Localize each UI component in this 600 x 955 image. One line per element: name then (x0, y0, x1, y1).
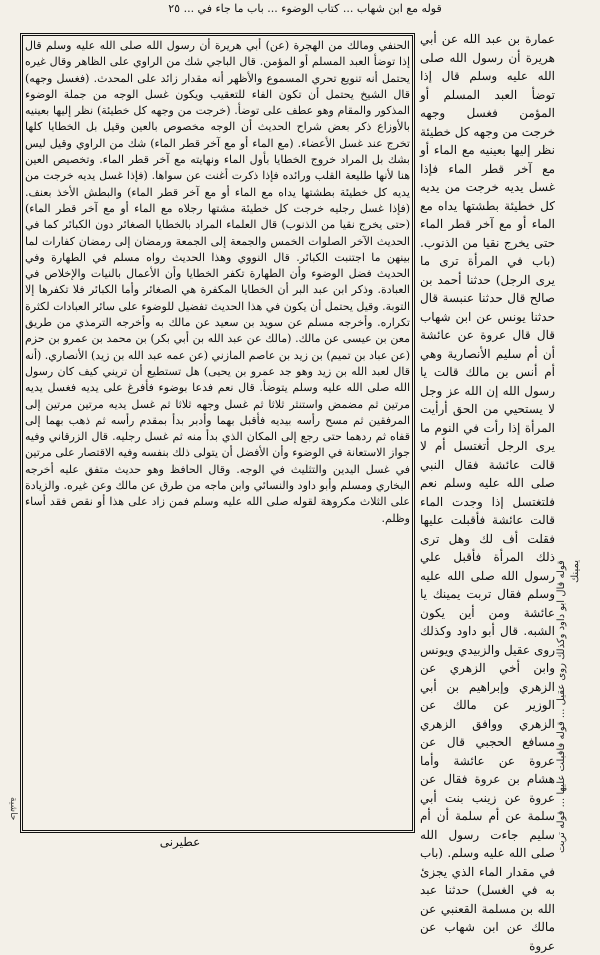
signature-mark: عطيرنى (159, 835, 201, 849)
left-margin-notes: حاشية (8, 796, 18, 820)
page-header: قوله مع ابن شهاب ... كتاب الوضوء ... باب ما جاء في ... ٢٥ (168, 2, 442, 15)
main-text-column: عمارة بن عبد الله عن أبي هريرة أن رسول الله صلى الله عليه وسلم قال إذا توضأ العبد المسلم أو المؤمن فغسل وجهه خرجت من وجهه كل خطيئة نظر إليها بعينيه مع الماء أو مع آخر قطر الماء فإذا غسل يديه خرجت من يديه كل خطيئة بطشتها يداه مع الماء أو مع آخر قطر الماء حتى يخرج نقيا من الذنوب. (باب في المرأة ترى ما يرى الرجل) حدثنا أحمد بن صالح قال حدثنا عنبسة قال حدثنا يونس عن ابن شهاب قال قال عروة عن عائشة أن أم سليم الأنصارية وهي أم أنس بن مالك قالت يا رسول الله إن الله عز وجل لا يستحيي من الحق أرأيت المرأة إذا رأت في النوم ما يرى الرجل أتغتسل أم لا قالت عائشة فقال النبي صلى الله عليه وسلم نعم فلتغتسل إذا وجدت الماء قالت عائشة فأقبلت عليها فقلت أف لك وهل ترى ذلك المرأة فأقبل علي رسول الله صلى الله عليه وسلم فقال تربت يمينك يا عائشة ومن أين يكون الشبه. قال أبو داود وكذلك روى عقيل والزبيدي ويونس وابن أخي الزهري عن الزهري وإبراهيم بن أبي الوزير عن مالك عن الزهري ووافق الزهري مسافع الحجبي قال عن عروة عن عائشة وأما هشام بن عروة فقال عن عروة عن زينب بنت أبي سلمة عن أم سلمة أن أم سليم جاءت رسول الله صلى الله عليه وسلم. (باب في مقدار الماء الذي يجزئ به في الغسل) حدثنا عبد الله بن مسلمة القعنبي عن مالك عن ابن شهاب عن عروة (420, 32, 555, 953)
commentary-text: الحنفي ومالك من الهجرة (عن) أبي هريرة أن رسول الله صلى الله عليه وسلم قال إذا توضأ العبد المسلم أو المؤمن. قال الباجي شك من الراوي على الظاهر وقال غيره يحتمل أنه تنويع تحري المسموع والأظهر أنه مقدار زائد على المحدث. (فغسل وجهه) قال الشيخ يحتمل أن تكون الفاء للتعقيب ويكون غسل الوجه من جملة الوضوء المذكور والمقام وهو عطف على توضأ. (خرجت من وجهه كل خطيئة) نظر إليها بعينيه بالأوزاع ذكر بعض شراح الحديث أن الوجه مخصوص بالعين وقيل بل الخطايا كلها تخرج عند غسل الأعضاء. (مع الماء أو مع آخر قطر الماء) شك من الراوي وقيل ليس بشك بل المراد خروج الخطايا بأول الماء ونهايته مع آخر قطر الماء. وتخصيص العين هنا لأنها طليعة القلب ورائده فإذا ذكرت أغنت عن سواها. (فإذا غسل يديه خرجت من يديه كل خطيئة بطشتها يداه مع الماء أو مع آخر قطر الماء) والبطش الأخذ بعنف. (فإذا غسل رجليه خرجت كل خطيئة مشتها رجلاه مع الماء أو مع آخر قطر الماء) (حتى يخرج نقيا من الذنوب) قال العلماء المراد بالخطايا الصغائر دون الكبائر كما في الحديث الآخر الصلوات الخمس والجمعة إلى الجمعة ورمضان إلى رمضان كفارات لما بينهن ما اجتنبت الكبائر. قال النووي وهذا الحديث رواه مسلم في الطهارة وفي الحديث فضل الوضوء وأن الطهارة تكفر الخطايا وأن الأعمال بالنيات والإخلاص في العبادة. وذكر ابن عبد البر أن الخطايا المكفرة هي الصغائر وأما الكبائر فلا تكفرها إلا التوبة. وقيل يحتمل أن يكون في هذا الحديث تفضيل للوضوء على سائر العبادات لكثرة تكراره. وأخرجه مسلم عن سويد بن سعيد عن مالك به وأخرجه الترمذي من طريق معن بن عيسى عن مالك. (مالك عن عبد الله بن أبي بكر) بن محمد بن عمرو بن حزم (عن عباد بن تميم) بن زيد بن عاصم المازني (عن عمه عبد الله بن زيد) الأنصاري. (أنه قال لعبد الله بن زيد وهو جد عمرو بن يحيى) هل تستطيع أن تريني كيف كان رسول الله صلى الله عليه وسلم يتوضأ. قال نعم فدعا بوضوء فأفرغ على يديه فغسل يديه مرتين ثم مضمض واستنثر ثلاثا ثم غسل وجهه ثلاثا ثم غسل يديه مرتين مرتين إلى المرفقين ثم مسح رأسه بيديه فأقبل بهما وأدبر بدأ بمقدم رأسه ثم ذهب بهما إلى قفاه ثم ردهما حتى رجع إلى المكان الذي بدأ منه ثم غسل رجليه. قال الزرقاني وفيه جواز الاستعانة في الوضوء وأن الأفضل أن يتولى ذلك بنفسه وفيه الاقتصار على مرتين في غسل اليدين والتثليث في الوجه. وقال الحافظ وهو حديث متفق عليه أخرجه البخاري ومسلم وأبو داود والنسائي وابن ماجه من طرق عن مالك وعن غيره. والزيادة على الثلاث مكروهة لقوله صلى الله عليه وسلم فمن زاد على هذا أو نقص فقد أساء وظلم. (25, 39, 410, 525)
right-margin-notes: قوله قال ابو داود وكذلك روى عقيل ... قوله فاقبلت عليها ... قوله تربت يمينك (556, 560, 581, 853)
